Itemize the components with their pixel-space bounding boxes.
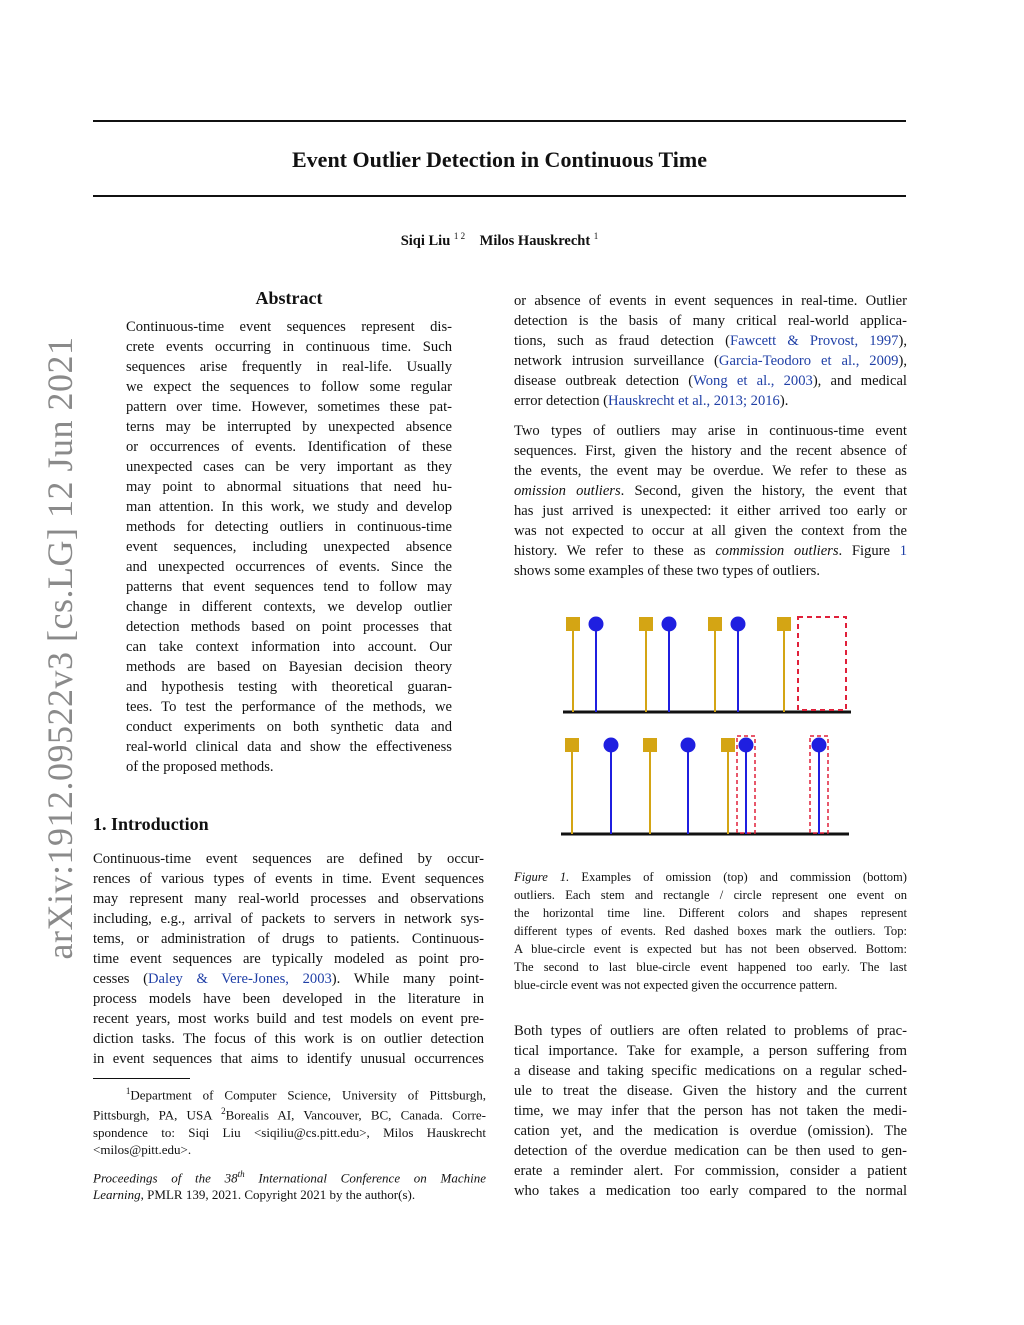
- proceedings-note: [93, 1166, 486, 1203]
- footnote: [93, 1083, 486, 1158]
- arxiv-identifier: arXiv:1912.09522v3 [cs.LG] 12 Jun 2021: [40, 336, 80, 960]
- text-line: sequences arise frequently in real-life. Usually: [126, 359, 452, 375]
- text-line: erate a reminder alert. For commission, consider a patient: [514, 1163, 907, 1179]
- right-paragraph-3: [514, 1021, 907, 1201]
- text-line: unexpected cases can be very important as they: [126, 459, 452, 475]
- circle-event-marker: [662, 617, 677, 632]
- author-2: Milos Hauskrecht: [479, 232, 591, 249]
- circle-event-marker: [604, 738, 619, 753]
- text-line: pattern over time. However, sometimes these pat-: [126, 399, 452, 415]
- square-event-marker: [643, 738, 657, 752]
- text-line: ule to treat the disease. Given the history and the current: [514, 1083, 907, 1099]
- text-line: we expect the sequences to follow some regular: [126, 379, 452, 395]
- text-line: event sequences, including unexpected absence: [126, 539, 452, 555]
- text-line: network intrusion surveillance (Garcia-Teodoro et al., 2009),: [514, 353, 907, 369]
- text-line: time, we may infer that the person has not taken the medi-: [514, 1103, 907, 1119]
- square-event-marker: [639, 617, 653, 631]
- text-line: recent years, most works build and test models on event pre-: [93, 1011, 484, 1027]
- text-line: a disease and taking specific medications on a regular sched-: [514, 1063, 907, 1079]
- text-line: Pittsburgh, PA, USA $^2$Borealis AI, Vancouver, BC, Canada. Corre-: [93, 1106, 487, 1123]
- text-line: Figure 1. Examples of omission (top) and commission (bottom): [514, 870, 907, 884]
- text-line: shows some examples of these two types of outliers.: [514, 563, 821, 579]
- text-line: Proceedings of the 38th International Conference on Machine: [93, 1169, 486, 1186]
- abstract-heading: Abstract: [255, 288, 323, 308]
- text-line: who takes a medication too early compared to the normal: [514, 1183, 907, 1199]
- text-line: cation yet, and the medication is overdue (omission). The: [514, 1123, 907, 1139]
- paper-title: Event Outlier Detection in Continuous Time: [292, 147, 707, 172]
- text-line: methods are based on Bayesian decision theory: [126, 659, 452, 675]
- text-line: or absence of events in event sequences in real-time. Outlier: [514, 293, 907, 309]
- square-event-marker: [566, 617, 580, 631]
- text-line: Continuous-time event sequences represent dis-: [126, 319, 452, 335]
- text-line: rences of various types of events in time. Event sequences: [93, 871, 484, 887]
- text-line: tees. To test the performance of the methods, we: [126, 699, 452, 715]
- right-paragraph-1: [514, 291, 907, 411]
- text-line: history. We refer to these as commission outliers. Figure 1: [514, 543, 907, 559]
- section-heading-introduction: 1. Introduction: [93, 814, 209, 834]
- square-event-marker: [565, 738, 579, 752]
- text-line: The second to last blue-circle event happened too early. The last: [514, 960, 907, 974]
- text-line: terns may be interrupted by unexpected absence: [126, 419, 452, 435]
- text-line: was not expected to occur at all given the context from the: [514, 523, 907, 539]
- intro-paragraph: [93, 849, 484, 1069]
- text-line: omission outliers. Second, given the history, the event that: [514, 483, 907, 499]
- square-event-marker: [777, 617, 791, 631]
- top-rule: [93, 120, 906, 122]
- text-line: detection methods based on point processes that: [126, 619, 452, 635]
- figure-1: [545, 608, 865, 843]
- citation-link[interactable]: Daley & Vere-Jones, 2003: [148, 971, 332, 987]
- text-line: crete events occurring in continuous time. Such: [126, 339, 452, 355]
- text-line: Continuous-time event sequences are defined by occur-: [93, 851, 484, 867]
- text-line: in event sequences that aims to identify unusual occurrences: [93, 1051, 484, 1067]
- figure-label: Figure 1.: [514, 870, 570, 884]
- author-line: [93, 231, 906, 250]
- text-line: detection of the overdue medication can be then used to gen-: [514, 1143, 907, 1159]
- author-1: Siqi Liu: [400, 232, 451, 249]
- text-line: patterns that event sequences tend to follow may: [126, 579, 452, 595]
- omission-outlier-box: [798, 617, 846, 710]
- citation-link[interactable]: Fawcett & Provost, 1997: [729, 333, 899, 349]
- text-line: real-world clinical data and show the effectiveness: [126, 739, 452, 755]
- text-line: A blue-circle event is expected but has not been observed. Bottom:: [514, 942, 907, 956]
- abstract-body: [126, 317, 452, 777]
- text-line: Learning, PMLR 139, 2021. Copyright 2021 by the author(s).: [93, 1187, 416, 1203]
- text-line: diction tasks. The focus of this work is on outlier detection: [93, 1031, 484, 1047]
- text-line: can take context information into account. Our: [126, 639, 452, 655]
- footnote-rule: [93, 1078, 190, 1079]
- text-line: disease outbreak detection (Wong et al., 2003), and medical: [514, 373, 907, 389]
- text-line: may point to abnormal situations that need hu-: [126, 479, 452, 495]
- square-event-marker: [721, 738, 735, 752]
- circle-event-marker: [681, 738, 696, 753]
- square-event-marker: [708, 617, 722, 631]
- text-line: and unexpected occurrences of events. Since the: [126, 559, 452, 575]
- figure-caption: [514, 868, 907, 994]
- right-paragraph-2: [514, 421, 907, 581]
- text-line: error detection (Hauskrecht et al., 2013; 2016).: [514, 393, 789, 409]
- citation-link[interactable]: Garcia-Teodoro et al., 2009: [718, 353, 899, 369]
- circle-event-marker: [739, 738, 754, 753]
- citation-link[interactable]: Hauskrecht et al., 2013; 2016: [608, 393, 780, 409]
- text-line: $^1$Department of Computer Science, University of Pittsburgh,: [125, 1086, 487, 1103]
- text-line: tical importance. Take for example, a person suffering from: [514, 1043, 907, 1059]
- text-line: man attention. In this work, we study and develop: [126, 499, 452, 515]
- text-line: has just arrived is unexpected: it either arrived too early or: [514, 503, 907, 519]
- text-line: time event sequences are typically modeled as point pro-: [93, 951, 484, 967]
- text-line: tems, or administration of drugs to patients. Continuous-: [93, 931, 484, 947]
- text-line: process models have been developed in the literature in: [93, 991, 484, 1007]
- text-line: including, e.g., arrival of packets to servers in network sys-: [93, 911, 484, 927]
- text-line: blue-circle event was not expected given the occurrence pattern.: [514, 978, 838, 992]
- circle-event-marker: [812, 738, 827, 753]
- text-line: conduct experiments on both synthetic data and: [126, 719, 452, 735]
- text-line: detection is the basis of many critical real-world applica-: [514, 313, 907, 329]
- author-1-affil: 1 2: [453, 231, 466, 241]
- text-line: or occurrences of events. Identification of these: [126, 439, 452, 455]
- text-line: the events, the event may be overdue. We refer to these as: [514, 463, 907, 479]
- text-line: of the proposed methods.: [126, 759, 274, 775]
- author-2-affil: 1: [593, 231, 599, 241]
- citation-link[interactable]: Wong et al., 2003: [693, 373, 813, 389]
- text-line: methods for detecting outliers in continuous-time: [126, 519, 452, 535]
- text-line: Both types of outliers are often related to problems of prac-: [514, 1023, 907, 1039]
- text-line: tions, such as fraud detection (Fawcett & Provost, 1997),: [514, 333, 907, 349]
- circle-event-marker: [589, 617, 604, 632]
- text-line: may represent many real-world processes and observations: [93, 891, 484, 907]
- text-line: the horizontal time line. Different colors and shapes represent: [514, 906, 907, 920]
- text-line: and hypothesis testing with theoretical guaran-: [126, 679, 452, 695]
- circle-event-marker: [731, 617, 746, 632]
- text-line: Two types of outliers may arise in continuous-time event: [514, 423, 907, 439]
- text-line: spondence to: Siqi Liu <siqiliu@cs.pitt.edu>, Milos Hauskrecht: [93, 1124, 486, 1140]
- text-line: different types of events. Red dashed boxes mark the outliers. Top:: [514, 924, 907, 938]
- title-bottom-rule: [93, 195, 906, 197]
- text-line: sequences. First, given the history and the recent absence of: [514, 443, 907, 459]
- figure-ref-link[interactable]: 1: [899, 543, 907, 559]
- text-line: outliers. Each stem and rectangle / circle represent one event on: [514, 888, 907, 902]
- text-line: <milos@pitt.edu>.: [93, 1141, 192, 1157]
- text-line: cesses (Daley & Vere-Jones, 2003). While many point-: [93, 971, 484, 987]
- text-line: change in different contexts, we develop outlier: [126, 599, 452, 615]
